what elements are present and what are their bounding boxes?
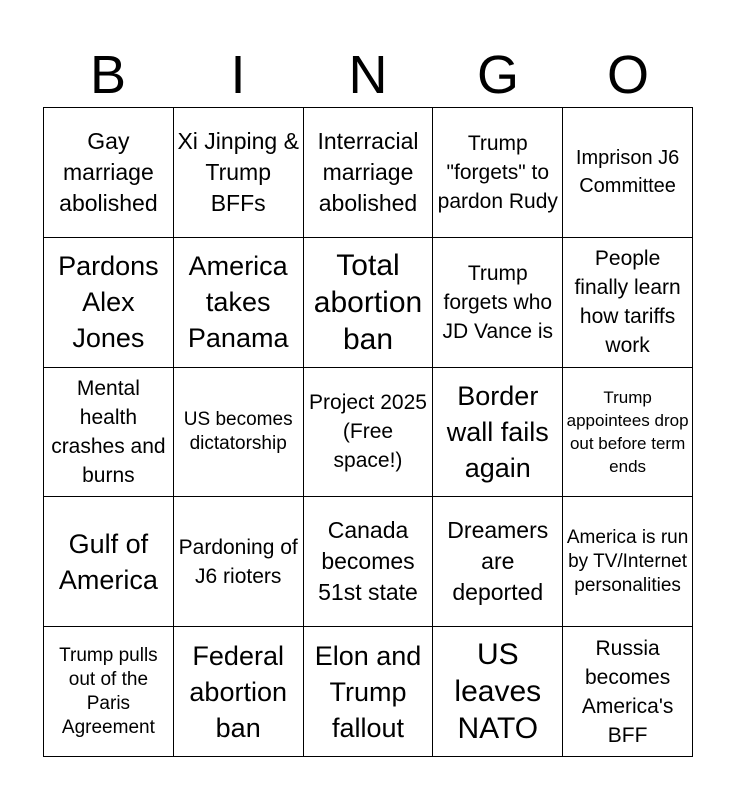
cell-text: America is run by TV/Internet personalities — [566, 526, 689, 596]
header-letter-b: B — [89, 45, 127, 105]
header-letter-i: I — [230, 45, 246, 105]
bingo-cell[interactable] — [174, 368, 304, 498]
bingo-cell[interactable] — [304, 368, 434, 498]
bingo-cell[interactable] — [433, 238, 563, 368]
cell-text: Trump pulls out of the Paris Agreement — [59, 644, 158, 738]
bingo-cell[interactable] — [304, 627, 434, 757]
bingo-cell[interactable] — [304, 497, 434, 627]
header-letter-o: O — [606, 45, 649, 105]
bingo-cell[interactable] — [44, 627, 174, 757]
bingo-cell[interactable] — [44, 238, 174, 368]
bingo-cell[interactable] — [433, 368, 563, 498]
bingo-cell[interactable] — [563, 238, 693, 368]
bingo-cell[interactable] — [563, 368, 693, 498]
cell-text: Russia becomes America's BFF — [581, 636, 674, 747]
cell-text: Mental health crashes and burns — [51, 376, 166, 487]
cell-text: Border wall fails again — [446, 380, 549, 483]
bingo-cell[interactable] — [174, 238, 304, 368]
cell-text: Xi Jinping & Trump BFFs — [177, 127, 299, 216]
cell-text: Trump forgets who JD Vance is — [442, 261, 554, 343]
cell-text: Project 2025 (Free space!) — [309, 391, 427, 473]
cell-text: Canada becomes 51st state — [318, 517, 418, 606]
cell-text: Federal abortion ban — [189, 640, 287, 743]
bingo-cell[interactable] — [44, 108, 174, 238]
bingo-cell[interactable] — [563, 627, 693, 757]
cell-text: Elon and Trump fallout — [314, 640, 422, 743]
bingo-cell[interactable] — [433, 627, 563, 757]
cell-text: US becomes dictatorship — [183, 408, 293, 454]
bingo-cell[interactable] — [44, 368, 174, 498]
cell-text: Pardons Alex Jones — [58, 251, 159, 354]
bingo-cell[interactable] — [563, 497, 693, 627]
bingo-cell[interactable] — [433, 497, 563, 627]
header-letter-g: G — [476, 45, 519, 105]
cell-text: Trump appointees drop out before term ends — [566, 387, 689, 476]
cell-text: Pardoning of J6 rioters — [178, 535, 298, 588]
bingo-board — [43, 107, 693, 757]
cell-text: Total abortion ban — [313, 248, 423, 356]
cell-text: Trump "forgets" to pardon Rudy — [437, 131, 558, 213]
bingo-header — [43, 44, 693, 106]
cell-text: Gulf of America — [58, 528, 158, 595]
cell-text: America takes Panama — [187, 251, 289, 354]
bingo-cell[interactable] — [44, 497, 174, 627]
bingo-cell[interactable] — [174, 497, 304, 627]
bingo-cell[interactable] — [304, 108, 434, 238]
header-letter-n: N — [348, 45, 388, 105]
cell-text: Gay marriage abolished — [59, 127, 158, 216]
cell-text: US leaves NATO — [454, 638, 542, 746]
cell-text: Interracial marriage abolished — [317, 127, 419, 216]
cell-text: People finally learn how tariffs work — [574, 247, 681, 358]
bingo-cell[interactable] — [174, 108, 304, 238]
bingo-cell[interactable] — [174, 627, 304, 757]
bingo-cell[interactable] — [433, 108, 563, 238]
bingo-cell[interactable] — [304, 238, 434, 368]
cell-text: Imprison J6 Committee — [575, 147, 680, 198]
cell-text: Dreamers are deported — [447, 517, 549, 606]
bingo-cell[interactable] — [563, 108, 693, 238]
